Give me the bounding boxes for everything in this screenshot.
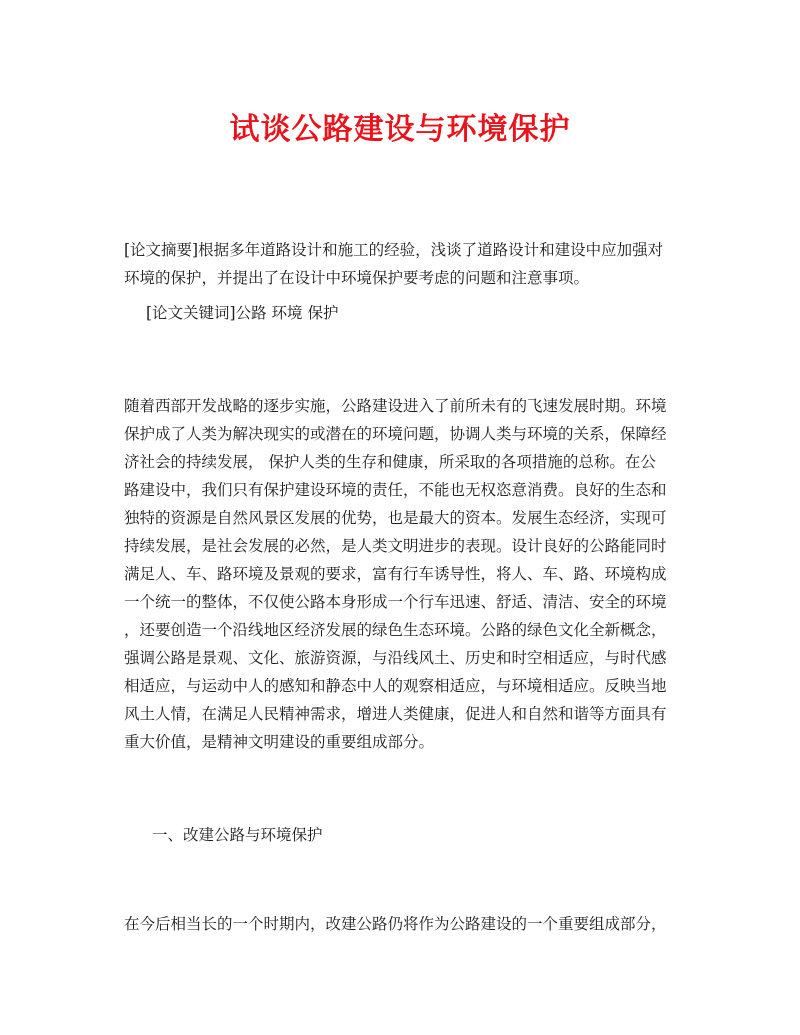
body-line: 随着西部开发战略的逐步实施，公路建设进入了前所未有的飞速发展时期。环境 — [124, 397, 667, 415]
body-line: 济社会的持续发展， 保护人类的生存和健康，所采取的各项措施的总称。在公 — [124, 453, 656, 471]
body-line: 路建设中，我们只有保护建设环境的责任，不能也无权恣意消费。良好的生态和 — [124, 481, 667, 499]
section-heading: 一、改建公路与环境保护 — [152, 826, 323, 844]
body-line: 强调公路是景观、文化、旅游资源，与沿线风土、历史和时空相适应，与时代感 — [124, 649, 667, 667]
body-paragraph-section1 — [124, 910, 684, 938]
body-line: 重大价值，是精神文明建设的重要组成部分。 — [124, 733, 435, 751]
abstract-paragraph — [124, 236, 684, 292]
body-line: 持续发展，是社会发展的必然，是人类文明进步的表现。设计良好的公路能同时 — [124, 537, 667, 555]
body-line: ，还要创造一个沿线地区经济发展的绿色生态环境。公路的绿色文化全新概念， — [124, 621, 667, 639]
body-line: 保护成了人类为解决现实的或潜在的环境问题，协调人类与环境的关系，保障经 — [124, 425, 667, 443]
body-line: 相适应，与运动中人的感知和静态中人的观察相适应，与环境相适应。反映当地 — [124, 677, 667, 695]
body-paragraph-intro — [124, 392, 684, 756]
abstract-line: 环境的保护，并提出了在设计中环境保护要考虑的问题和注意事项。 — [124, 269, 590, 287]
body-line: 在今后相当长的一个时期内，改建公路仍将作为公路建设的一个重要组成部分， — [124, 915, 667, 933]
body-line: 风土人情，在满足人民精神需求，增进人类健康，促进人和自然和谐等方面具有 — [124, 705, 667, 723]
abstract-line: [论文摘要]根据多年道路设计和施工的经验，浅谈了道路设计和建设中应加强对 — [124, 241, 664, 259]
document-title: 试谈公路建设与环境保护 — [229, 112, 571, 147]
body-line: 一个统一的整体，不仅使公路本身形成一个行车迅速、舒适、清洁、安全的环境 — [124, 593, 667, 611]
body-line: 独特的资源是自然风景区发展的优势，也是最大的资本。发展生态经济，实现可 — [124, 509, 667, 527]
keywords-line: [论文关键词]公路 环境 保护 — [146, 304, 339, 322]
body-line: 满足人、车、路环境及景观的要求，富有行车诱导性，将人、车、路、环境构成 — [124, 565, 667, 583]
